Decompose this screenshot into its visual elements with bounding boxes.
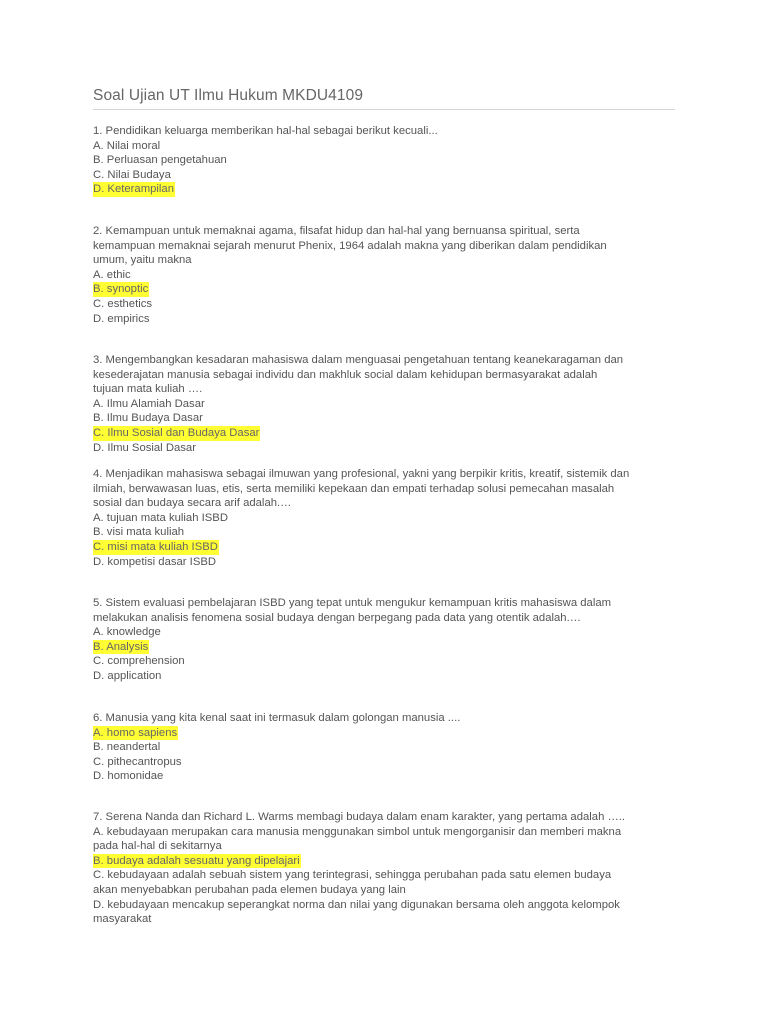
option-b: B. Perluasan pengetahuan: [93, 154, 227, 167]
option-a-continued: pada hal-hal di sekitarnya: [93, 840, 222, 853]
option-d: D. application: [93, 669, 162, 682]
question-stem: 6. Manusia yang kita kenal saat ini termasuk dalam golongan manusia ....: [93, 712, 461, 724]
answer-highlight: B. synoptic: [93, 283, 149, 296]
option-b-answer: [93, 282, 683, 297]
option-b: B. neandertal: [93, 741, 161, 754]
option-c: C. pithecantropus: [93, 755, 182, 768]
question-2: [93, 224, 683, 326]
option-c-answer: [93, 540, 683, 555]
option-d-continued: masyarakat: [93, 913, 152, 926]
answer-highlight: B. budaya adalah sesuatu yang dipelajari: [93, 854, 300, 867]
question-stem: 2. Kemampuan untuk memaknai agama, filsafat hidup dan hal-hal yang bernuansa spiritual, serta: [93, 225, 580, 237]
question-stem: sosial dan budaya secara arif adalah.…: [93, 497, 292, 510]
question-stem: 1. Pendidikan keluarga memberikan hal-hal sebagai berikut kecuali...: [93, 125, 438, 137]
option-a: A. Nilai moral: [93, 139, 161, 152]
answer-highlight: A. homo sapiens: [93, 726, 178, 739]
answer-highlight: B. Analysis: [93, 640, 149, 653]
option-d: D. kompetisi dasar ISBD: [93, 555, 217, 568]
question-stem: 5. Sistem evaluasi pembelajaran ISBD yang tepat untuk mengukur kemampuan kritis mahasiswa dalam: [93, 597, 612, 609]
question-1: [93, 124, 683, 197]
option-c-continued: akan menyebabkan perubahan pada elemen budaya yang lain: [93, 883, 406, 896]
question-stem: tujuan mata kuliah ….: [93, 383, 203, 396]
page-title: Soal Ujian UT Ilmu Hukum MKDU4109: [93, 87, 364, 104]
option-c: C. kebudayaan adalah sebuah sistem yang terintegrasi, sehingga perubahan pada satu elemen budaya: [93, 869, 612, 882]
option-d-answer: [93, 182, 683, 197]
question-stem: melakukan analisis fenomena sosial budaya dengan berpegang pada data yang otentik adalah.…: [93, 611, 582, 624]
option-d: D. kebudayaan mencakup seperangkat norma dan nilai yang digunakan bersama oleh anggota kelompok: [93, 898, 620, 911]
option-d: D. Ilmu Sosial Dasar: [93, 441, 196, 454]
question-7: [93, 810, 683, 927]
option-a-answer: [93, 726, 683, 741]
option-a: A. Ilmu Alamiah Dasar: [93, 397, 205, 410]
option-a: A. knowledge: [93, 626, 161, 639]
option-b: B. visi mata kuliah: [93, 526, 185, 539]
question-stem: 4. Menjadikan mahasiswa sebagai ilmuwan yang profesional, yakni yang berpikir kritis, kreatif, sistemik dan: [93, 468, 630, 480]
question-3: [93, 353, 683, 455]
question-stem: 7. Serena Nanda dan Richard L. Warms membagi budaya dalam enam karakter, yang pertama adalah …..: [93, 811, 626, 823]
option-c: C. Nilai Budaya: [93, 168, 171, 181]
question-stem: umum, yaitu makna: [93, 254, 192, 267]
option-d: D. homonidae: [93, 770, 164, 783]
answer-highlight: C. Ilmu Sosial dan Budaya Dasar: [93, 426, 260, 439]
title-divider: [93, 109, 675, 110]
option-d: D. empirics: [93, 312, 150, 325]
answer-highlight: C. misi mata kuliah ISBD: [93, 540, 218, 553]
option-b: B. Ilmu Budaya Dasar: [93, 412, 203, 425]
question-5: [93, 596, 683, 684]
question-4: [93, 467, 683, 569]
question-stem: kemampuan memaknai sejarah menurut Phenix, 1964 adalah makna yang diberikan dalam pendidikan: [93, 239, 607, 252]
option-c: C. comprehension: [93, 655, 185, 668]
option-a: A. kebudayaan merupakan cara manusia menggunakan simbol untuk mengorganisir dan memberi makna: [93, 825, 622, 838]
question-stem: 3. Mengembangkan kesadaran mahasiswa dalam menguasai pengetahuan tentang keanekaragaman dan: [93, 354, 624, 366]
option-a: A. tujuan mata kuliah ISBD: [93, 511, 229, 524]
question-stem: ilmiah, berwawasan luas, etis, serta memiliki kepekaan dan empati terhadap solusi pemecahan masalah: [93, 482, 615, 495]
option-c-answer: [93, 426, 683, 441]
question-stem: kesederajatan manusia sebagai individu dan makhluk social dalam kehidupan bermasyarakat adalah: [93, 368, 598, 381]
option-c: C. esthetics: [93, 297, 153, 310]
question-6: [93, 711, 683, 784]
option-b-answer: [93, 854, 683, 869]
answer-highlight: D. Keterampilan: [93, 183, 174, 196]
option-a: A. ethic: [93, 268, 131, 281]
option-b-answer: [93, 640, 683, 655]
